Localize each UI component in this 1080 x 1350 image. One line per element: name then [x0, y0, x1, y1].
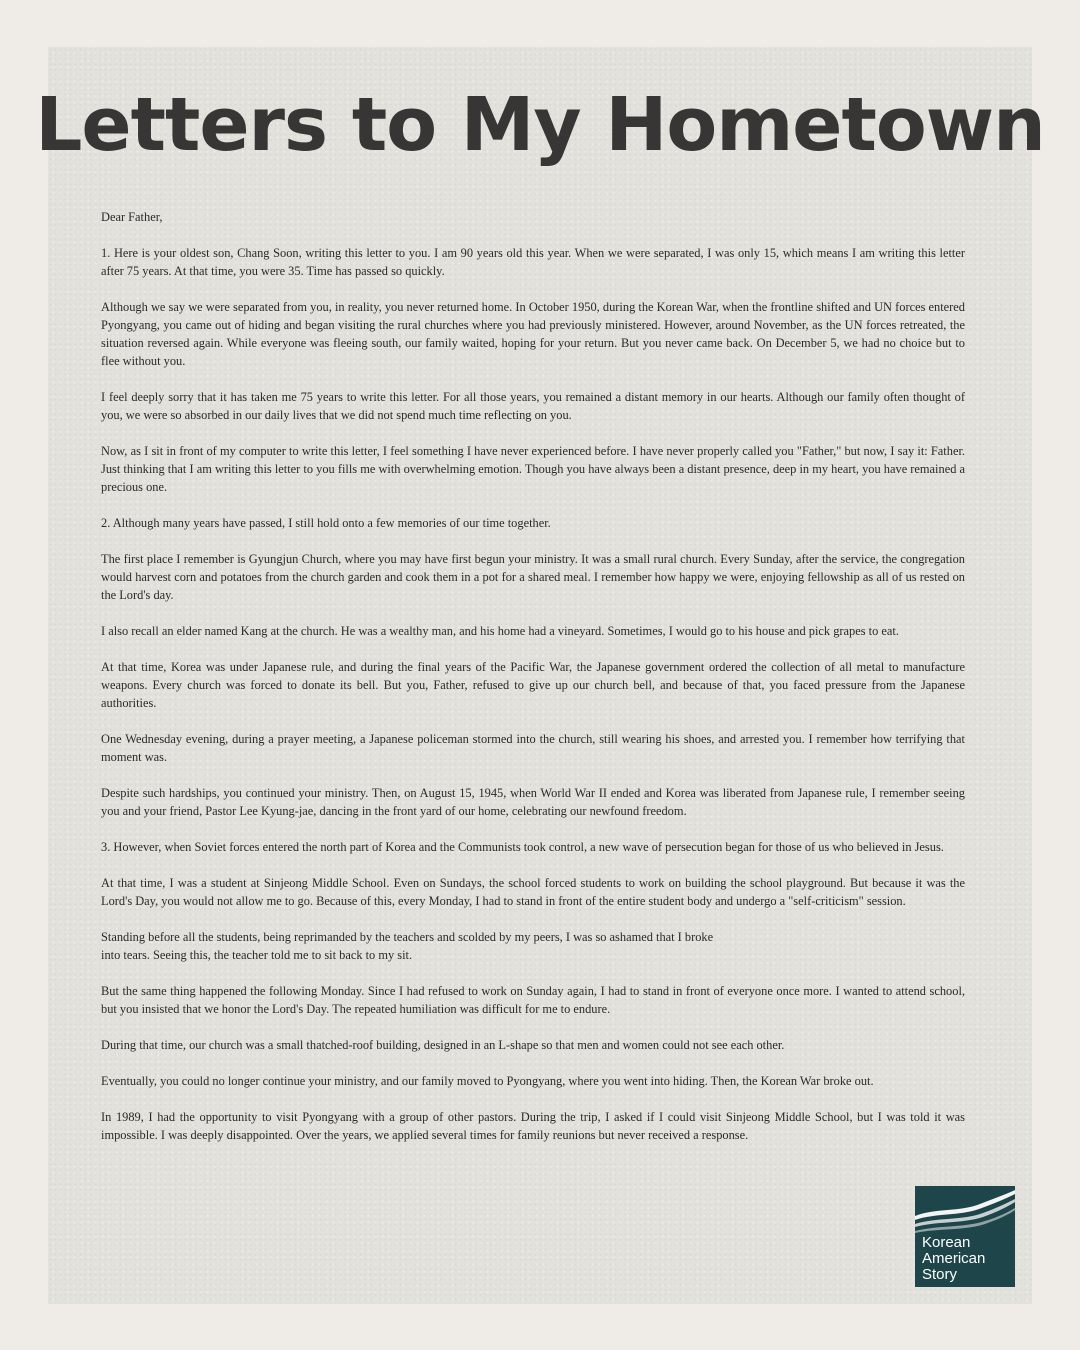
letter-paragraph: 3. However, when Soviet forces entered the north part of Korea and the Communists took control, a new wave of persecution began for those of us who believed in Jesus.: [101, 840, 944, 854]
letter-paragraph: Now, as I sit in front of my computer to write this letter, I feel something I have never experienced before. I have never properly called you "Father," but now, I say it: Father. Just thinking that I am writing this letter to you fills me with overwhelming emotion. Though you have always been a distant presence, deep in my heart, you have remained a precious one.: [101, 444, 965, 494]
logo-line-korean: Korean: [922, 1234, 971, 1251]
broken-line-1: Standing before all the students, being reprimanded by the teachers and scolded by my peers, I was so ashamed that I broke: [101, 930, 714, 944]
letter-paragraph-broken: [101, 928, 965, 964]
salutation: Dear Father,: [101, 210, 163, 224]
letter-paragraph: The first place I remember is Gyungjun Church, where you may have first begun your ministry. It was a small rural church. Every Sunday, after the service, the congregation would harvest corn and potatoes from the church garden and cook them in a pot for a shared meal. I remember how happy we were, enjoying fellowship as all of us rested on the Lord's day.: [101, 552, 965, 602]
korean-american-story-logo: [915, 1186, 1015, 1287]
letter-paragraph: During that time, our church was a small thatched-roof building, designed in an L-shape so that men and women could not see each other.: [101, 1038, 785, 1052]
letter-paragraph: But the same thing happened the following Monday. Since I had refused to work on Sunday again, I had to stand in front of everyone once more. I wanted to attend school, but you insisted that we honor the Lord's Day. The repeated humiliation was difficult for me to endure.: [101, 984, 965, 1016]
logo-line-story: Story: [922, 1266, 958, 1283]
letter-paragraph: I also recall an elder named Kang at the church. He was a wealthy man, and his home had a vineyard. Sometimes, I would go to his house and pick grapes to eat.: [101, 624, 899, 638]
letter-paragraph: 2. Although many years have passed, I still hold onto a few memories of our time together.: [101, 516, 551, 530]
logo-line-american: American: [922, 1250, 986, 1267]
letter-paragraph: 1. Here is your oldest son, Chang Soon, writing this letter to you. I am 90 years old this year. When we were separated, I was only 15, which means I am writing this letter after 75 years. At that time, you were 35. Time has passed so quickly.: [101, 246, 965, 278]
letter-paragraph: At that time, Korea was under Japanese rule, and during the final years of the Pacific War, the Japanese government ordered the collection of all metal to manufacture weapons. Every church was forced to donate its bell. But you, Father, refused to give up our church bell, and because of that, you faced pressure from the Japanese authorities.: [101, 660, 965, 710]
letter-paragraph: I feel deeply sorry that it has taken me 75 years to write this letter. For all those years, you remained a distant memory in our hearts. Although our family often thought of you, we were so absorbed in our daily lives that we did not spend much time reflecting on you.: [101, 390, 965, 422]
letter-paragraph: One Wednesday evening, during a prayer meeting, a Japanese policeman stormed into the church, still wearing his shoes, and arrested you. I remember how terrifying that moment was.: [101, 732, 965, 764]
letter-paragraph: In 1989, I had the opportunity to visit Pyongyang with a group of other pastors. During the trip, I asked if I could visit Sinjeong Middle School, but I was told it was impossible. I was deeply disappointed. Over the years, we applied several times for family reunions but never received a response.: [101, 1110, 965, 1142]
letter-paragraph: Eventually, you could no longer continue your ministry, and our family moved to Pyongyang, where you went into hiding. Then, the Korean War broke out.: [101, 1074, 874, 1088]
letter-paragraph: At that time, I was a student at Sinjeong Middle School. Even on Sundays, the school forced students to work on building the school playground. But because it was the Lord's Day, you would not allow me to go. Because of this, every Monday, I had to stand in front of the entire student body and undergo a "self-criticism" session.: [101, 876, 965, 908]
page-title: Letters to My Hometown: [35, 82, 1045, 168]
letter-paragraph: Although we say we were separated from you, in reality, you never returned home. In October 1950, during the Korean War, when the frontline shifted and UN forces entered Pyongyang, you came out of hiding and began visiting the rural churches where you had previously ministered. However, around November, as the UN forces retreated, the situation reversed again. While everyone was fleeing south, our family waited, hoping for your return. But you never came back. On December 5, we had no choice but to flee without you.: [101, 300, 965, 368]
letter-paragraph: Despite such hardships, you continued your ministry. Then, on August 15, 1945, when World War II ended and Korea was liberated from Japanese rule, I remember seeing you and your friend, Pastor Lee Kyung-jae, dancing in the front yard of our home, celebrating our newfound freedom.: [101, 786, 965, 818]
letter-body: [101, 208, 965, 1162]
broken-line-2: into tears. Seeing this, the teacher told me to sit back to my sit.: [101, 948, 413, 962]
